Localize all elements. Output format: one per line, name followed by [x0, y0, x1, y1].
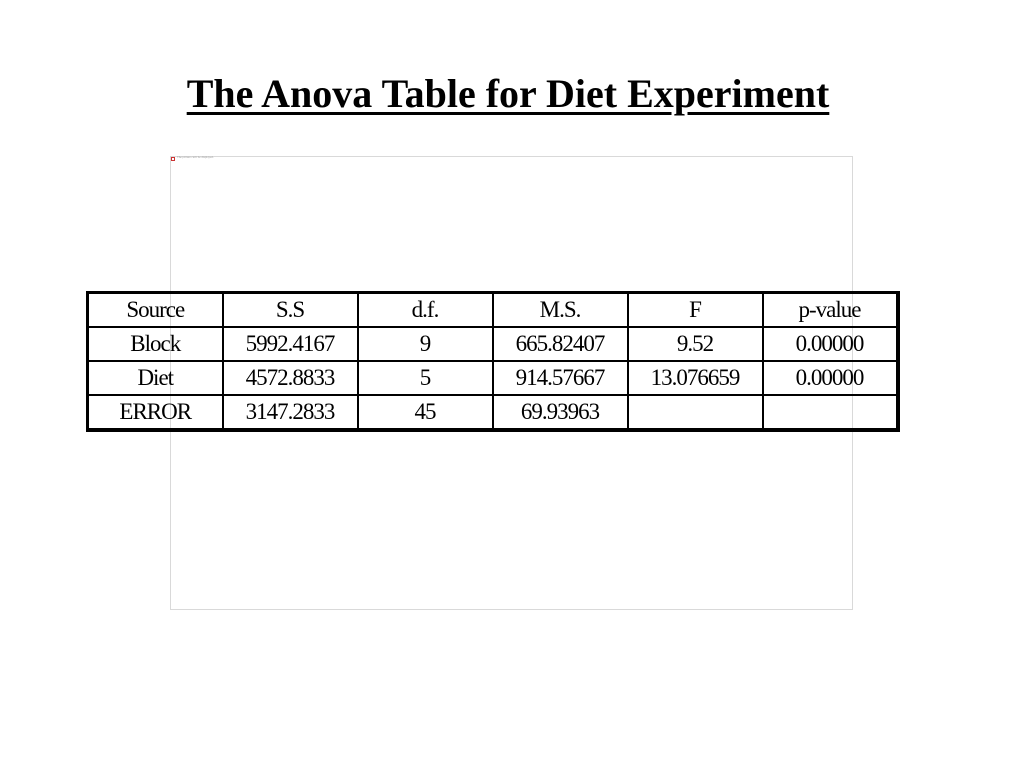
- header-cell-ss: S.S: [223, 293, 358, 328]
- table-cell: 45: [358, 395, 493, 430]
- table-cell: [628, 395, 763, 430]
- table-cell: 5: [358, 361, 493, 395]
- table-cell: 13.076659: [628, 361, 763, 395]
- table-cell: 9: [358, 327, 493, 361]
- table-header-row: [88, 293, 898, 328]
- table-cell: 9.52: [628, 327, 763, 361]
- image-placeholder-caption: The picture can't be displayed.: [177, 156, 214, 159]
- broken-image-icon: [171, 157, 175, 161]
- table-cell: Block: [88, 327, 223, 361]
- table-row-block: [88, 327, 898, 361]
- header-cell-p-value: p-value: [763, 293, 898, 328]
- table-cell: 0.00000: [763, 361, 898, 395]
- header-cell-source: Source: [88, 293, 223, 328]
- table-cell: ERROR: [88, 395, 223, 430]
- slide-title: The Anova Table for Diet Experiment: [186, 71, 830, 116]
- table-cell: 4572.8833: [223, 361, 358, 395]
- table-cell: 3147.2833: [223, 395, 358, 430]
- header-cell-ms: M.S.: [493, 293, 628, 328]
- table-cell: 914.57667: [493, 361, 628, 395]
- table-row-diet: [88, 361, 898, 395]
- table-cell: [763, 395, 898, 430]
- table-cell: 0.00000: [763, 327, 898, 361]
- table-cell: 665.82407: [493, 327, 628, 361]
- anova-table: [86, 291, 900, 432]
- table-cell: 69.93963: [493, 395, 628, 430]
- table-cell: Diet: [88, 361, 223, 395]
- header-cell-df: d.f.: [358, 293, 493, 328]
- header-cell-f: F: [628, 293, 763, 328]
- table-row-error: [88, 395, 898, 430]
- table-cell: 5992.4167: [223, 327, 358, 361]
